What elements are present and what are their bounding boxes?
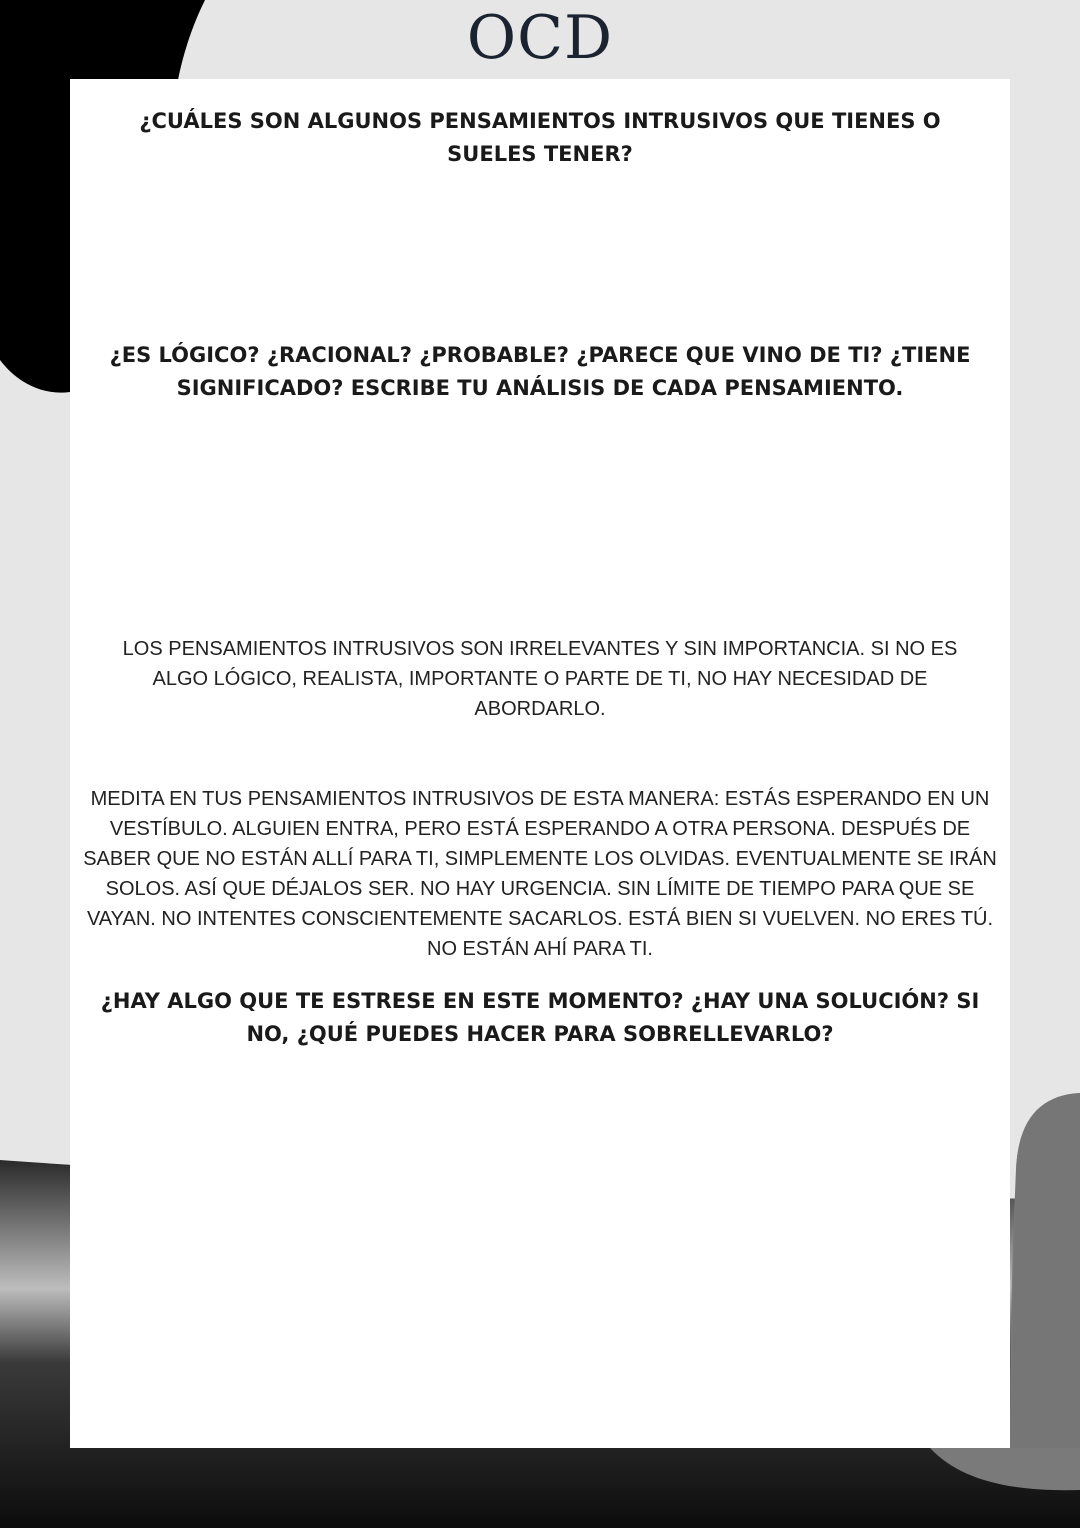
bottom-right-gray-blob-side	[1010, 1093, 1080, 1448]
question-analysis: ¿ES LÓGICO? ¿RACIONAL? ¿PROBABLE? ¿PARECE QUE VINO DE TI? ¿TIENE SIGNIFICADO? ESCRIBE TU ANÁLISIS DE CADA PENSAMIENTO.	[109, 343, 971, 400]
info-meditation-lobby: MEDITA EN TUS PENSAMIENTOS INTRUSIVOS DE ESTA MANERA: ESTÁS ESPERANDO EN UN VESTÍBULO. ALGUIEN ENTRA, PERO ESTÁ ESPERANDO A OTRA PERSONA. DESPUÉS DE SABER QUE NO ESTÁN ALLÍ PARA TI, SIMPLEMENTE LOS OLVIDAS. EVENTUALMENTE SE IRÁN SOLOS. ASÍ QUE DÉJALOS SER. NO HAY URGENCIA. SIN LÍMITE DE TIEMPO PARA QUE SE VAYAN. NO INTENTES CONSCIENTEMENTE SACARLOS. ESTÁ BIEN SI VUELVEN. NO ERES TÚ. NO ESTÁN AHÍ PARA TI.	[83, 788, 997, 960]
page-title: OCD	[466, 3, 614, 73]
question-stress-solution: ¿HAY ALGO QUE TE ESTRESE EN ESTE MOMENTO? ¿HAY UNA SOLUCIÓN? SI NO, ¿QUÉ PUEDES HACER PARA SOBRELLEVARLO?	[100, 989, 980, 1046]
question-intrusive-thoughts: ¿CUÁLES SON ALGUNOS PENSAMIENTOS INTRUSIVOS QUE TIENES O SUELES TENER?	[139, 109, 941, 166]
info-irrelevant-thoughts: LOS PENSAMIENTOS INTRUSIVOS SON IRRELEVANTES Y SIN IMPORTANCIA. SI NO ES ALGO LÓGICO, REALISTA, IMPORTANTE O PARTE DE TI, NO HAY NECESIDAD DE ABORDARLO.	[122, 638, 958, 720]
worksheet-card	[70, 79, 1010, 1448]
